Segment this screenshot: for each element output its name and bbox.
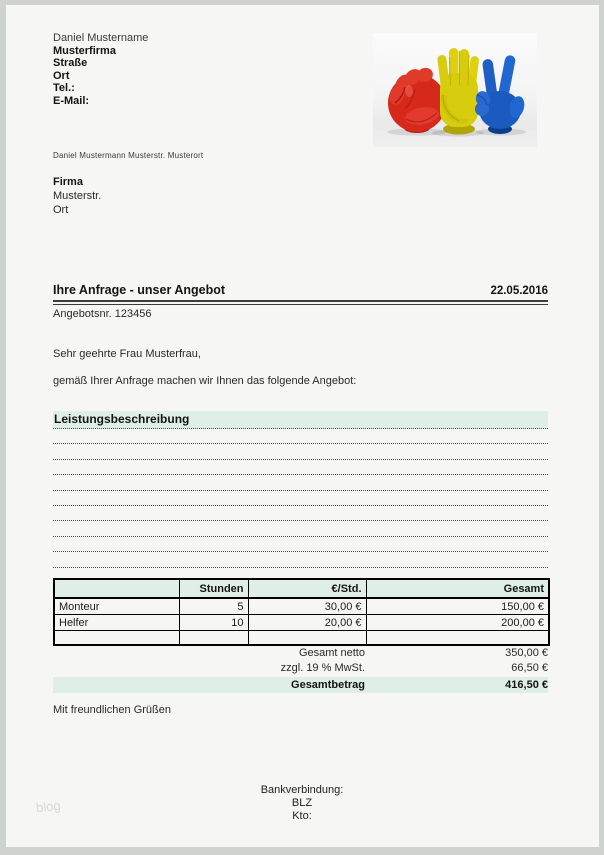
totals-section xyxy=(53,646,548,693)
page-frame-left xyxy=(0,0,6,855)
blank-writing-line xyxy=(53,521,548,536)
item-name: Helfer xyxy=(54,615,179,631)
sender-phone-label: Tel.: xyxy=(53,82,75,94)
closing-line: Mit freundlichen Grüßen xyxy=(53,704,171,716)
blank-writing-line xyxy=(53,475,548,490)
table-header-row xyxy=(54,579,549,598)
blank-writing-line xyxy=(53,444,548,459)
blank-writing-line xyxy=(53,552,548,567)
subject-row xyxy=(53,283,548,302)
item-rate: 20,00 € xyxy=(248,615,366,631)
watermark-text: blog xyxy=(35,797,62,816)
sender-name: Daniel Mustername xyxy=(53,32,149,44)
table-row xyxy=(54,598,549,615)
recipient-company: Firma xyxy=(53,176,83,188)
item-hours xyxy=(179,631,248,646)
item-rate: 30,00 € xyxy=(248,598,366,615)
item-name xyxy=(54,631,179,646)
col-header-item xyxy=(54,579,179,598)
col-header-hours: Stunden xyxy=(179,579,248,598)
sender-city: Ort xyxy=(53,69,70,82)
page-frame-right xyxy=(599,0,604,855)
item-total xyxy=(366,631,549,646)
item-total: 150,00 € xyxy=(366,598,549,615)
footer-bank-label: Bankverbindung: xyxy=(260,784,344,796)
document-date: 22.05.2016 xyxy=(490,285,548,297)
services-heading: Leistungsbeschreibung xyxy=(53,411,548,429)
subject-title: Ihre Anfrage - unser Angebot xyxy=(53,283,226,297)
vat-row xyxy=(53,661,548,676)
grand-total-value: 416,50 € xyxy=(505,679,548,691)
net-total-value: 350,00 € xyxy=(505,647,548,659)
item-name: Monteur xyxy=(54,598,179,615)
footer-blz-label: BLZ xyxy=(291,797,313,809)
sender-email-label: E-Mail: xyxy=(53,94,90,107)
col-header-rate: €/Std. xyxy=(248,579,366,598)
offer-number: Angebotsnr. 123456 xyxy=(53,308,152,320)
net-total-row xyxy=(53,646,548,661)
hands-photo xyxy=(373,33,537,147)
footer-kto-label: Kto: xyxy=(292,810,312,822)
intro-line: gemäß Ihrer Anfrage machen wir Ihnen das folgende Angebot: xyxy=(53,375,357,387)
vat-label: zzgl. 19 % MwSt. xyxy=(280,662,365,674)
grand-total-label: Gesamtbetrag xyxy=(291,679,365,691)
subject-block xyxy=(53,283,548,320)
item-rate xyxy=(248,631,366,646)
grand-total-row xyxy=(53,677,548,693)
vat-value: 66,50 € xyxy=(511,662,548,674)
sender-street: Straße xyxy=(53,57,88,69)
blank-writing-line xyxy=(53,491,548,506)
footer-block xyxy=(0,784,604,823)
recipient-street: Musterstr. xyxy=(53,190,102,202)
items-table xyxy=(53,578,550,646)
blank-writing-line xyxy=(53,429,548,444)
salutation-line: Sehr geehrte Frau Musterfrau, xyxy=(53,348,201,360)
table-row-empty xyxy=(54,631,549,646)
sender-block xyxy=(53,32,148,107)
blank-writing-line xyxy=(53,506,548,521)
col-header-total: Gesamt xyxy=(366,579,549,598)
return-address-line: Daniel Mustermann Musterstr. Musterort xyxy=(53,151,204,160)
item-hours: 10 xyxy=(179,615,248,631)
blank-writing-line xyxy=(53,537,548,552)
recipient-block xyxy=(53,175,101,217)
sender-company: Musterfirma xyxy=(53,44,116,57)
page-frame-top xyxy=(0,0,604,5)
services-section xyxy=(53,411,548,568)
item-hours: 5 xyxy=(179,598,248,615)
table-row xyxy=(54,615,549,631)
item-total: 200,00 € xyxy=(366,615,549,631)
recipient-city: Ort xyxy=(53,204,69,216)
page-frame-bottom xyxy=(0,847,604,855)
blank-writing-line xyxy=(53,460,548,475)
net-total-label: Gesamt netto xyxy=(298,647,365,659)
